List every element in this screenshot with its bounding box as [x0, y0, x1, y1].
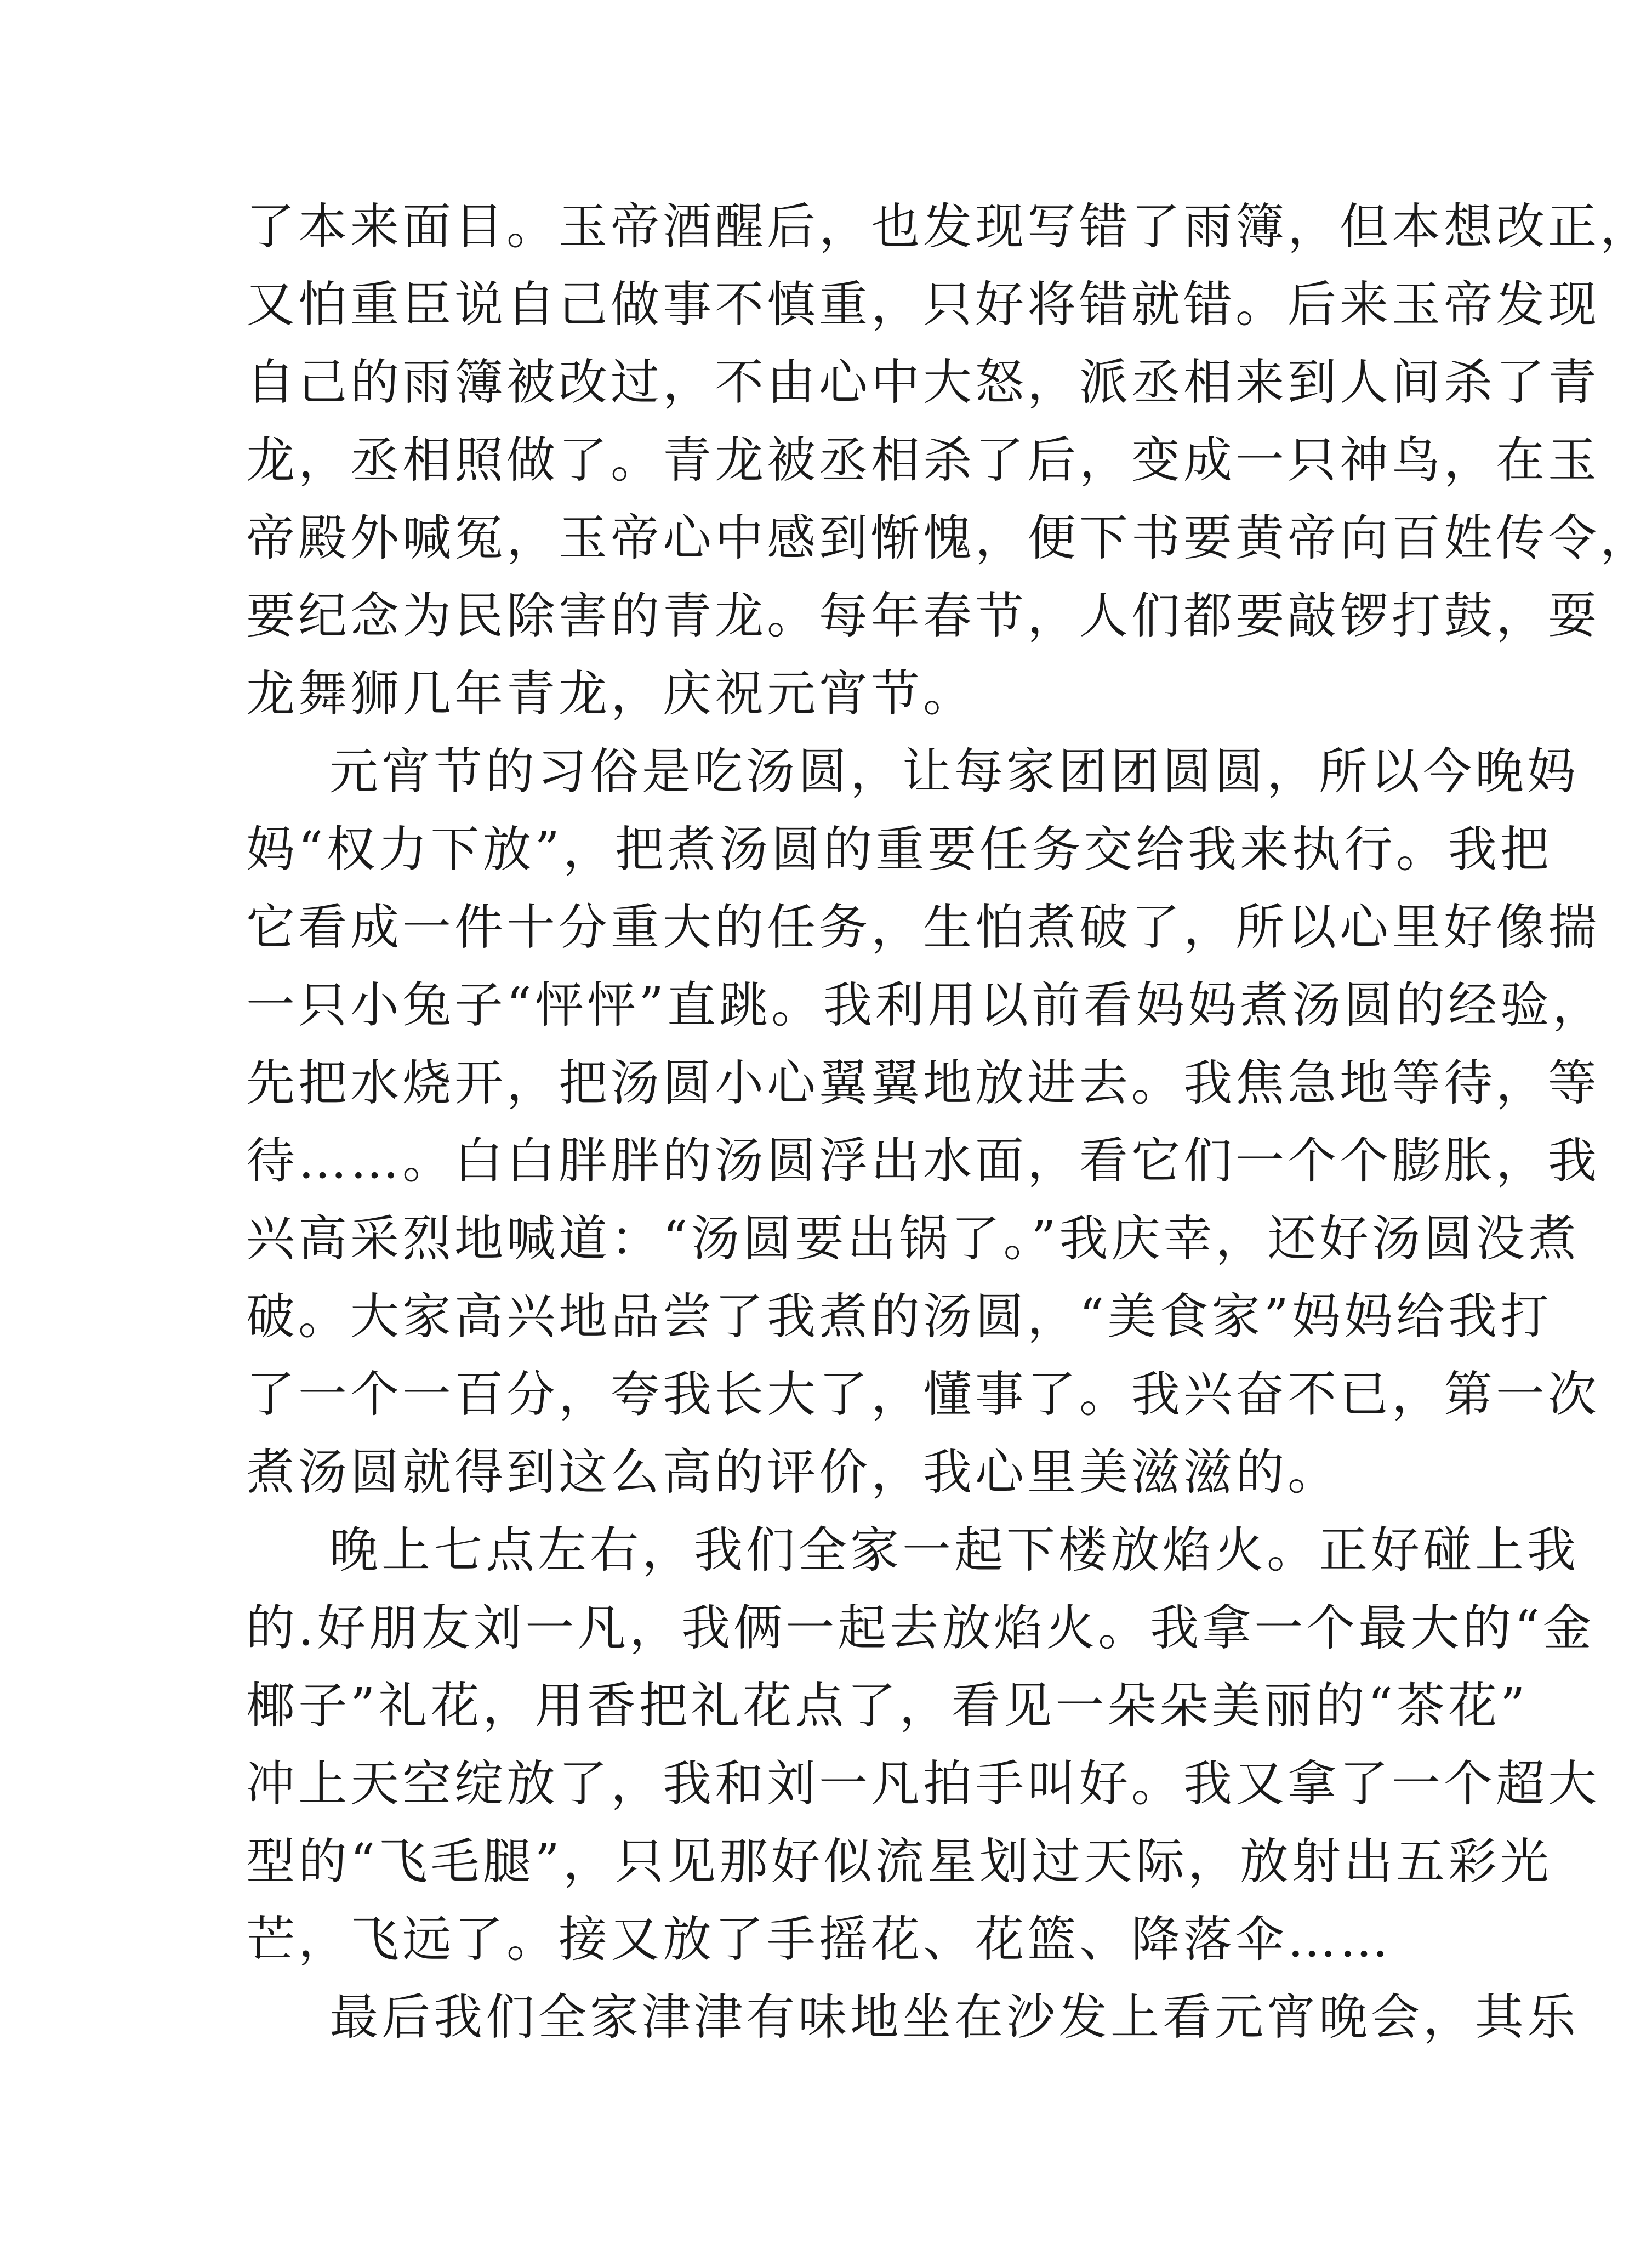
text-line: 龙，丞相照做了。青龙被丞相杀了后，变成一只神鸟，在玉	[246, 431, 1600, 488]
text-line: 破。大家高兴地品尝了我煮的汤圆，“美食家”妈妈给我打	[246, 1288, 1552, 1345]
text-line: 一只小兔子“怦怦”直跳。我利用以前看妈妈煮汤圆的经验，	[246, 976, 1604, 1033]
text-line: 椰子”礼花，用香把礼花点了，看见一朵朵美丽的“茶花”	[246, 1677, 1529, 1734]
text-line: 了本来面目。玉帝酒醒后，也发现写错了雨簿，但本想改正，	[246, 198, 1652, 255]
text-line: 它看成一件十分重大的任务，生怕煮破了，所以心里好像揣	[246, 899, 1600, 956]
text-line: 帝殿外喊冤，玉帝心中感到惭愧，便下书要黄帝向百姓传令，	[246, 509, 1652, 566]
text-line: 龙舞狮几年青龙，庆祝元宵节。	[246, 665, 975, 722]
paragraph-start-line: 晚上七点左右，我们全家一起下楼放焰火。正好碰上我	[329, 1521, 1579, 1578]
text-line: 冲上天空绽放了，我和刘一凡拍手叫好。我又拿了一个超大	[246, 1755, 1600, 1812]
text-line: 又怕重臣说自己做事不慎重，只好将错就错。后来玉帝发现	[246, 276, 1600, 333]
text-line: 自己的雨簿被改过，不由心中大怒，派丞相来到人间杀了青	[246, 354, 1600, 411]
text-line: 兴高采烈地喊道：“汤圆要出锅了。”我庆幸，还好汤圆没煮	[246, 1210, 1580, 1267]
text-line: 妈“权力下放”，把煮汤圆的重要任务交给我来执行。我把	[246, 821, 1552, 878]
text-line: 芒，飞远了。接又放了手摇花、花篮、降落伞……	[246, 1911, 1392, 1968]
paragraph-start-line: 最后我们全家津津有味地坐在沙发上看元宵晚会，其乐	[329, 1989, 1579, 2046]
paragraph-start-line: 元宵节的习俗是吃汤圆，让每家团团圆圆，所以今晚妈	[329, 743, 1579, 800]
text-line: 待……。白白胖胖的汤圆浮出水面，看它们一个个膨胀，我	[246, 1132, 1600, 1189]
text-line: 要纪念为民除害的青龙。每年春节，人们都要敲锣打鼓，耍	[246, 587, 1600, 644]
text-line: 的.好朋友刘一凡，我俩一起去放焰火。我拿一个最大的“金	[246, 1599, 1595, 1656]
text-line: 煮汤圆就得到这么高的评价，我心里美滋滋的。	[246, 1444, 1340, 1501]
text-line: 型的“飞毛腿”，只见那好似流星划过天际，放射出五彩光	[246, 1833, 1552, 1890]
text-line: 了一个一百分，夸我长大了，懂事了。我兴奋不已，第一次	[246, 1366, 1600, 1423]
text-line: 先把水烧开，把汤圆小心翼翼地放进去。我焦急地等待，等	[246, 1054, 1600, 1111]
body-text	[246, 188, 1652, 2056]
